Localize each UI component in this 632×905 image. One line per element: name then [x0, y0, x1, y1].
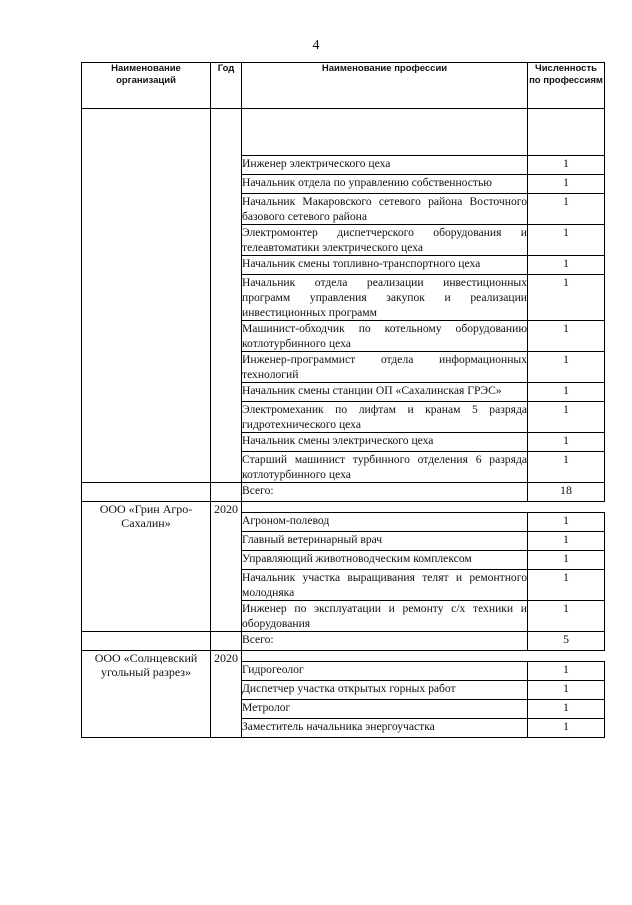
profession-name: Заместитель начальника энергоучастка	[242, 719, 528, 738]
profession-count: 1	[528, 352, 605, 383]
group-spacer-row	[82, 651, 605, 662]
professions-table	[81, 62, 605, 738]
profession-name: Начальник отдела реализации инвестиционных программ управления закупок и реализации инвестиционных программ	[242, 276, 527, 319]
profession-count: 1	[528, 383, 605, 402]
profession-name: Старший машинист турбинного отделения 6 разряда котлотурбинного цеха	[242, 453, 527, 481]
profession-name: Гидрогеолог	[242, 662, 528, 681]
total-row	[82, 483, 605, 502]
profession-name: Начальник Макаровского сетевого района Восточного базового сетевого района	[242, 195, 527, 223]
profession-count: 1	[528, 402, 605, 433]
profession-count: 1	[528, 275, 605, 321]
profession-name: Начальник отдела по управлению собственностью	[242, 175, 528, 194]
profession-count: 1	[528, 570, 605, 601]
profession-name: Главный ветеринарный врач	[242, 532, 528, 551]
profession-name: Начальник участка выращивания телят и ремонтного молодняка	[242, 571, 527, 599]
header-year: Год	[211, 63, 242, 109]
table-body	[82, 109, 605, 738]
profession-count: 1	[528, 681, 605, 700]
empty-cell	[211, 632, 242, 651]
spacer-cell	[242, 502, 528, 513]
table-header-row	[82, 63, 605, 109]
profession-count: 1	[528, 175, 605, 194]
spacer-cell	[528, 651, 605, 662]
spacer-cell	[528, 502, 605, 513]
profession-name: Электромеханик по лифтам и кранам 5 разряда гидротехнического цеха	[242, 403, 527, 431]
profession-name: Метролог	[242, 700, 528, 719]
header-count: Численность по профессиям	[528, 63, 605, 109]
profession-count: 1	[528, 321, 605, 352]
org-name: ООО «Солнцевский угольный разрез»	[82, 651, 211, 738]
profession-name: Электромонтер диспетчерского оборудования и телеавтоматики электрического цеха	[242, 226, 527, 254]
profession-count: 1	[528, 256, 605, 275]
page-number: 4	[312, 38, 320, 53]
total-row	[82, 632, 605, 651]
profession-name: Машинист-обходчик по котельному оборудованию котлотурбинного цеха	[242, 322, 527, 350]
empty-cell	[211, 483, 242, 502]
profession-count: 1	[528, 194, 605, 225]
spacer-cell	[242, 651, 528, 662]
spacer-cell	[528, 109, 605, 156]
group-spacer-row	[82, 109, 605, 156]
profession-count: 1	[528, 532, 605, 551]
total-value: 18	[528, 483, 605, 502]
total-label: Всего:	[242, 483, 528, 502]
org-year	[211, 109, 242, 483]
profession-name: Начальник смены топливно-транспортного цеха	[242, 256, 528, 275]
profession-count: 1	[528, 551, 605, 570]
profession-count: 1	[528, 662, 605, 681]
header-org: Наименование организаций	[82, 63, 211, 109]
total-label: Всего:	[242, 632, 528, 651]
empty-cell	[82, 483, 211, 502]
org-name: ООО «Грин Агро-Сахалин»	[82, 502, 211, 632]
profession-name: Инженер электрического цеха	[242, 156, 528, 175]
profession-name: Инженер по эксплуатации и ремонту с/х техники и оборудования	[242, 602, 527, 630]
profession-count: 1	[528, 700, 605, 719]
profession-count: 1	[528, 433, 605, 452]
profession-name: Инженер-программист отдела информационных технологий	[242, 353, 527, 381]
total-value: 5	[528, 632, 605, 651]
profession-name: Агроном-полевод	[242, 513, 528, 532]
profession-count: 1	[528, 452, 605, 483]
profession-name: Управляющий животноводческим комплексом	[242, 551, 528, 570]
profession-count: 1	[528, 719, 605, 738]
group-spacer-row	[82, 502, 605, 513]
org-name	[82, 109, 211, 483]
header-profession: Наименование профессии	[242, 63, 528, 109]
org-year: 2020	[211, 502, 242, 632]
profession-count: 1	[528, 225, 605, 256]
profession-count: 1	[528, 156, 605, 175]
profession-count: 1	[528, 513, 605, 532]
org-year: 2020	[211, 651, 242, 738]
profession-count: 1	[528, 601, 605, 632]
profession-name: Начальник смены электрического цеха	[242, 433, 528, 452]
profession-name: Начальник смены станции ОП «Сахалинская ГРЭС»	[242, 383, 528, 402]
empty-cell	[82, 632, 211, 651]
profession-name: Диспетчер участка открытых горных работ	[242, 681, 528, 700]
spacer-cell	[242, 109, 528, 156]
